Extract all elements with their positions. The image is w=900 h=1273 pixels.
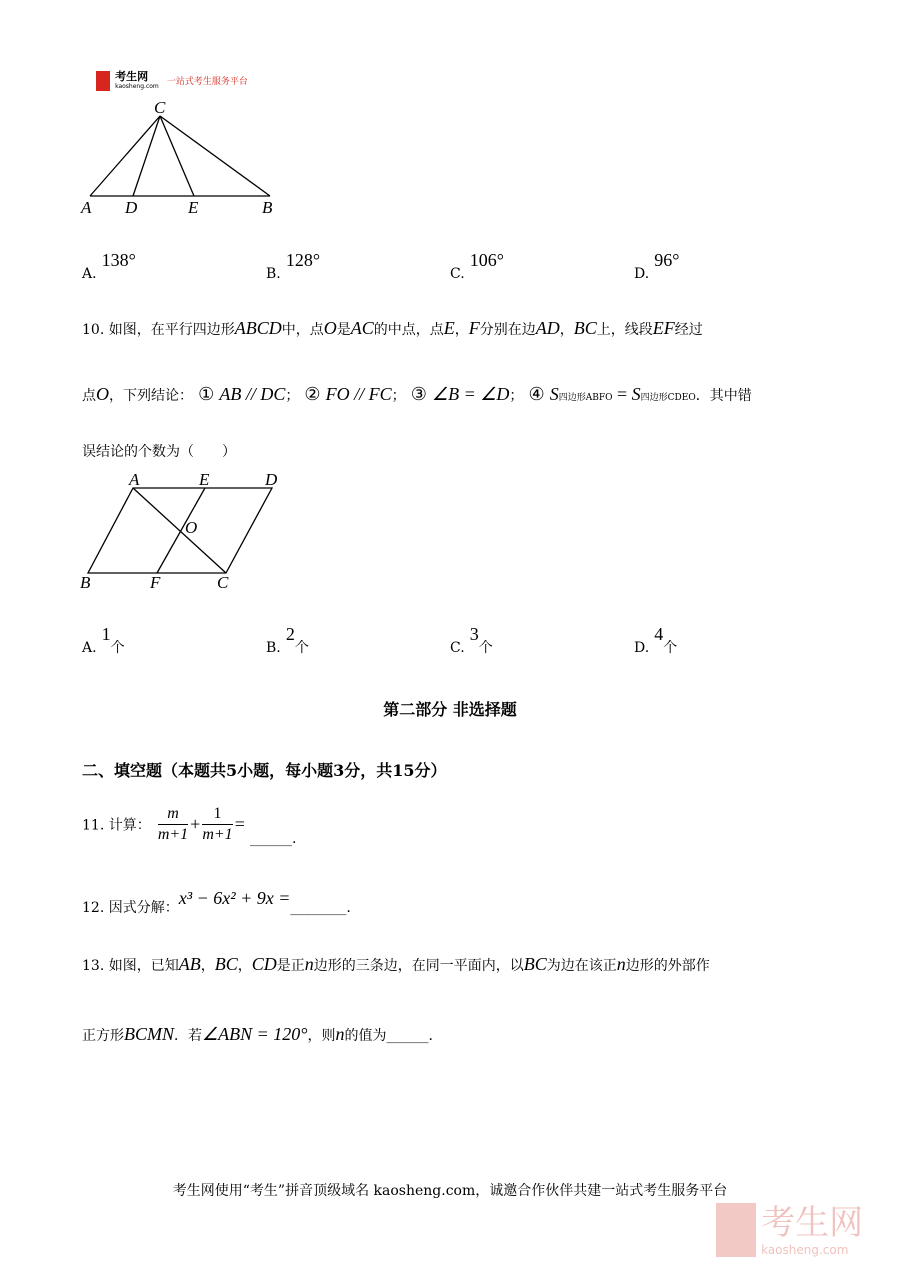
- label-B: B: [262, 198, 273, 217]
- text-span: ABCD: [234, 318, 282, 338]
- text-span: ，则: [307, 1028, 336, 1044]
- watermark-name: 考生网: [761, 1203, 864, 1243]
- logo-slogan: 一站式考生服务平台: [166, 77, 248, 87]
- text-span: ；: [509, 388, 524, 404]
- text-span: m+1: [157, 826, 189, 843]
- label-E: E: [199, 470, 210, 489]
- text-span: 10. 如图，在平行四边形: [82, 322, 235, 338]
- text-span: D.: [634, 640, 650, 656]
- q9-option-d[interactable]: [634, 250, 680, 282]
- q10-option-b[interactable]: [266, 624, 309, 656]
- text-span: ．若: [174, 1028, 203, 1044]
- text-span: FO // FC: [325, 384, 392, 404]
- text-span: S: [631, 384, 641, 404]
- text-span: ②: [304, 384, 321, 404]
- text-span: 四边形ABFO: [558, 393, 613, 403]
- q10-line2: [82, 384, 752, 405]
- answer-blank[interactable]: ______.: [249, 831, 297, 847]
- text-span: ．其中错: [695, 388, 752, 404]
- text-span: S: [549, 384, 559, 404]
- text-span: ∠ABN = 120°: [202, 1024, 308, 1044]
- text-span: 个: [294, 640, 309, 656]
- label-C: C: [154, 98, 166, 117]
- text-span: ∠B = ∠D: [431, 384, 510, 404]
- answer-blank[interactable]: ________.: [290, 900, 351, 916]
- q10-option-a[interactable]: [82, 624, 125, 656]
- text-span: 4: [654, 624, 664, 644]
- text-span: 12. 因式分解：: [82, 900, 179, 916]
- q13-line2: [82, 1024, 433, 1045]
- text-span: 经过: [674, 322, 703, 338]
- text-span: ，: [200, 958, 215, 974]
- label-C: C: [217, 573, 229, 592]
- text-span: ，: [454, 322, 469, 338]
- text-span: 中，点: [281, 322, 324, 338]
- label-E: E: [188, 198, 199, 217]
- q10-option-c[interactable]: [450, 624, 493, 656]
- option-letter: B.: [266, 266, 281, 282]
- text-span: 分别在边: [479, 322, 536, 338]
- text-span: 正方形: [82, 1028, 124, 1044]
- q9-option-b[interactable]: [266, 250, 321, 282]
- q10-line1: [82, 318, 703, 339]
- text-span: AD: [535, 318, 560, 338]
- text-span: ；: [285, 388, 300, 404]
- option-letter: D.: [634, 266, 650, 282]
- text-span: AB // DC: [219, 384, 286, 404]
- q9-option-c[interactable]: [450, 250, 504, 282]
- q12: [82, 888, 351, 916]
- q9-option-a[interactable]: [82, 250, 136, 282]
- text-span: 个: [663, 640, 678, 656]
- text-span: 上，线段: [596, 322, 653, 338]
- section2-title: 二、填空题（本题共5小题，每小题3分，共15分）: [82, 761, 447, 780]
- text-span: ；: [391, 388, 406, 404]
- text-span: 13. 如图，已知: [82, 958, 179, 974]
- text-span: n: [304, 954, 314, 974]
- text-span: O: [96, 384, 109, 404]
- text-span: x³ − 6x² + 9x =: [178, 888, 291, 908]
- text-span: 2: [285, 624, 295, 644]
- text-span: BC: [523, 954, 547, 974]
- text-span: 四边形CDEO: [640, 393, 696, 403]
- text-span: 1: [202, 804, 232, 825]
- text-span: n: [335, 1024, 345, 1044]
- text-span: EF: [652, 318, 675, 338]
- text-span: 个: [110, 640, 125, 656]
- text-span: 边形的外部作: [625, 958, 710, 974]
- part2-title: 第二部分 非选择题: [383, 700, 517, 719]
- text-span: 个: [478, 640, 493, 656]
- option-letter: C.: [450, 266, 465, 282]
- text-span: n: [616, 954, 626, 974]
- text-span: ①: [198, 384, 215, 404]
- text-span: 是正: [276, 958, 305, 974]
- label-B: B: [80, 573, 91, 592]
- text-span: +: [190, 814, 201, 834]
- text-span: m: [158, 804, 188, 825]
- text-span: ③: [410, 384, 427, 404]
- text-span: ，下列结论：: [109, 388, 193, 404]
- q10-line3: 误结论的个数为（ ）: [82, 444, 236, 460]
- label-D: D: [125, 198, 138, 217]
- option-value: 138°: [101, 250, 136, 270]
- q13-line1: [82, 954, 710, 975]
- watermark-mark-icon: [716, 1203, 756, 1257]
- text-span: m+1: [202, 826, 233, 843]
- text-span: ④: [528, 384, 545, 404]
- option-value: 128°: [285, 250, 321, 270]
- text-span: ，: [237, 958, 252, 974]
- triangle-figure: [0, 0, 300, 225]
- text-span: AC: [350, 318, 374, 338]
- footer-text: 考生网使用“考生”拼音顶级域名 kaosheng.com，诚邀合作伙伴共建一站式考生服务平台: [172, 1183, 728, 1199]
- text-span: 的中点，点: [373, 322, 444, 338]
- text-span: E: [443, 318, 455, 338]
- watermark-domain: kaosheng.com: [761, 1243, 849, 1257]
- logo-domain: kaosheng.com: [115, 83, 159, 90]
- text-span: B.: [266, 640, 281, 656]
- text-span: =: [234, 814, 245, 834]
- text-span: 是: [336, 322, 351, 338]
- text-span: 为边在该正: [546, 958, 617, 974]
- text-span: AB: [178, 954, 201, 974]
- logo-name: 考生网: [115, 70, 149, 83]
- text-span: 11. 计算：: [82, 817, 151, 834]
- watermark-logo: [716, 1203, 863, 1257]
- text-span: C.: [450, 640, 465, 656]
- answer-blank[interactable]: 的值为______.: [344, 1028, 433, 1044]
- text-span: BC: [214, 954, 238, 974]
- text-span: A.: [82, 640, 97, 656]
- label-F: F: [150, 573, 161, 592]
- text-span: ，: [559, 322, 574, 338]
- q11: [82, 804, 296, 847]
- text-span: 边形的三条边，在同一平面内，以: [313, 958, 524, 974]
- text-span: F: [468, 318, 480, 338]
- text-span: CD: [251, 954, 277, 974]
- text-span: BC: [573, 318, 597, 338]
- text-span: 3: [469, 624, 479, 644]
- text-span: =: [612, 384, 632, 404]
- parallelogram-figure: [0, 460, 300, 595]
- q10-option-d[interactable]: [634, 624, 678, 656]
- text-span: 1: [101, 624, 111, 644]
- label-A: A: [81, 198, 92, 217]
- text-span: BCMN: [124, 1024, 175, 1044]
- option-letter: A.: [82, 266, 97, 282]
- label-A: A: [129, 470, 140, 489]
- text-span: 点: [82, 388, 96, 404]
- option-value: 96°: [654, 250, 680, 270]
- label-O: O: [185, 518, 198, 537]
- option-value: 106°: [469, 250, 504, 270]
- text-span: O: [323, 318, 337, 338]
- label-D: D: [265, 470, 278, 489]
